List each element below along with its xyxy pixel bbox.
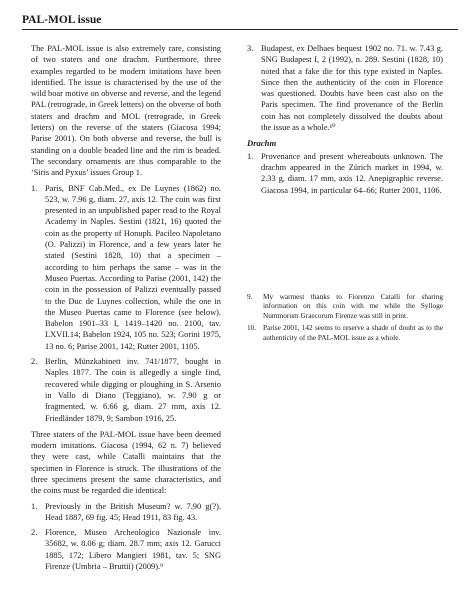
entry-number: 2. — [31, 357, 38, 367]
footnote-number: 10. — [247, 323, 257, 333]
footnotes — [247, 292, 443, 343]
imitations-list — [31, 501, 221, 573]
footnote — [247, 323, 443, 342]
imitations-paragraph: Three staters of the PAL-MOL issue have been deemed modern imitations. Giacosa (1994, 62 n. 7) believed they were cast, while Catalli maintains that the specimen in Florence is struck. The illustrations of the three specimens present the same characteristics, and the coins must be regarded die identical: — [31, 429, 221, 496]
entry-text: Paris, BNF Cab.Med., ex De Luynes (1862) no. 523, w. 7.96 g, diam. 27, axis 12. The coin was first presented in an unpublished paper read to the Royal Academy in Naples. Sestini (1821, 16) quoted the coin as the property of Honuph. Pacileo Napoletano (O. Palizzi) in Florence, and a few years later he stated (Sestini 1828, 10) that a specimen – according to him perhaps the same – was in the Museo Puertas. According to Parise (2001, 142) the coin in the possession of Palizzi eventually passed to the Duc de Luynes collection, while the one in the Museo Puertas came to Florence (see below). Babelon 1901–33 I, 1419–1420 no. 2100, tav. LXVII.14; Babelon 1924, 105 no. 523; Gorini 1975, 13 no. 6; Parise 2001, 142; Rutter 2001, 1105. — [45, 183, 221, 351]
entry-number: 1. — [31, 183, 38, 193]
left-column — [31, 43, 221, 577]
stater-list — [31, 183, 221, 424]
catalogue-entry — [247, 43, 443, 133]
catalogue-entry — [31, 527, 221, 572]
imitations-list-continued — [247, 43, 443, 133]
entry-text: Provenance and present whereabouts unknown. The drachm appeared in the Zürich market in 1994, w. 2.33 g, diam. 17 mm, axis 12. Anepigraphic reverse. Giacosa 1994, in particular 64–66; Rutter 2001, 1106. — [261, 151, 443, 195]
catalogue-entry — [31, 356, 221, 424]
drachm-list — [247, 151, 443, 196]
footnote-text: Parise 2001, 142 seems to reserve a shade of doubt as to the authenticity of the PAL-MOL issue as a whole. — [263, 323, 443, 342]
drachm-heading: Drachm — [247, 138, 277, 149]
entry-number: 1. — [31, 501, 38, 511]
catalogue-entry — [247, 151, 443, 196]
entry-number: 3. — [247, 44, 254, 53]
running-header — [22, 14, 458, 30]
entry-number: 1. — [247, 151, 254, 161]
catalogue-entry — [31, 183, 221, 352]
right-column — [247, 43, 443, 345]
entry-text: Budapest, ex Delhaes bequest 1902 no. 71. w. 7.43 g. SNG Budapest I, 2 (1992), n. 289. Sestini (1828, 10) noted that a fake die for this type existed in Naples. Since then the authenticity of the coin in Florence was questioned. Doubts have been cast also on the Paris specimen. The find provenance of the Berlin coin has not completely dissolved the doubts about the issue as a whole.¹⁰ — [261, 44, 443, 133]
entry-text: Previously in the British Museum? w. 7.90 g(?). Head 1887, 69 fig. 45; Head 1911, 83 fig. 43. — [45, 501, 221, 522]
header-rule — [22, 29, 458, 30]
entry-text: Florence, Museo Archeologico Nazionale inv. 35682, w. 8.06 g; diam. 28.7 mm; axis 12. Garucci 1885, 172; Libero Mangieri 1981, tav. 5; SNG Firenze (Umbria – Bruttii) (2009).⁹ — [45, 528, 221, 572]
footnote — [247, 292, 443, 321]
entry-text: Berlin, Münzkabinett inv. 741/1877, bought in Naples 1877. The coin is allegedly a single find, recovered while digging or ploughing in S. Arsenio in Vallo di Diano (Teggiano), w. 7.90 g or fragmented, w. 6.66 g, diam. 27 mm, axis 12. Friedländer 1879, 9; Sambon 1916, 25. — [45, 357, 221, 423]
footnote-number: 9. — [247, 291, 253, 301]
section-title: PAL-MOL issue — [22, 14, 102, 26]
entry-number: 2. — [31, 528, 38, 538]
footnote-text: My warmest thanks to Fiorenzo Catalli for sharing information on this coin with me while the Sylloge Nummorum Graecorum Firenze was still in print. — [263, 291, 443, 320]
catalogue-entry — [31, 501, 221, 524]
intro-paragraph: The PAL-MOL issue is also extremely rare, consisting of two staters and one drachm. Furthermore, three examples regarded to be modern imitations have been identified. The issue is characterised by the use of the wild boar motive on obverse and reverse, and the legend PAL (retrograde, in Greek letters) on the obverse of both staters and drachm and MOL (retrograde, in Greek letters) on the reverse of the staters (Giacosa 1994; Parise 2001). On both obverse and reverse, the bull is standing on a double beaded line and the rim is beaded. The secondary ornaments are thus comparable to the ‘Siris and Pyxus’ issues Group 1. — [31, 44, 221, 178]
